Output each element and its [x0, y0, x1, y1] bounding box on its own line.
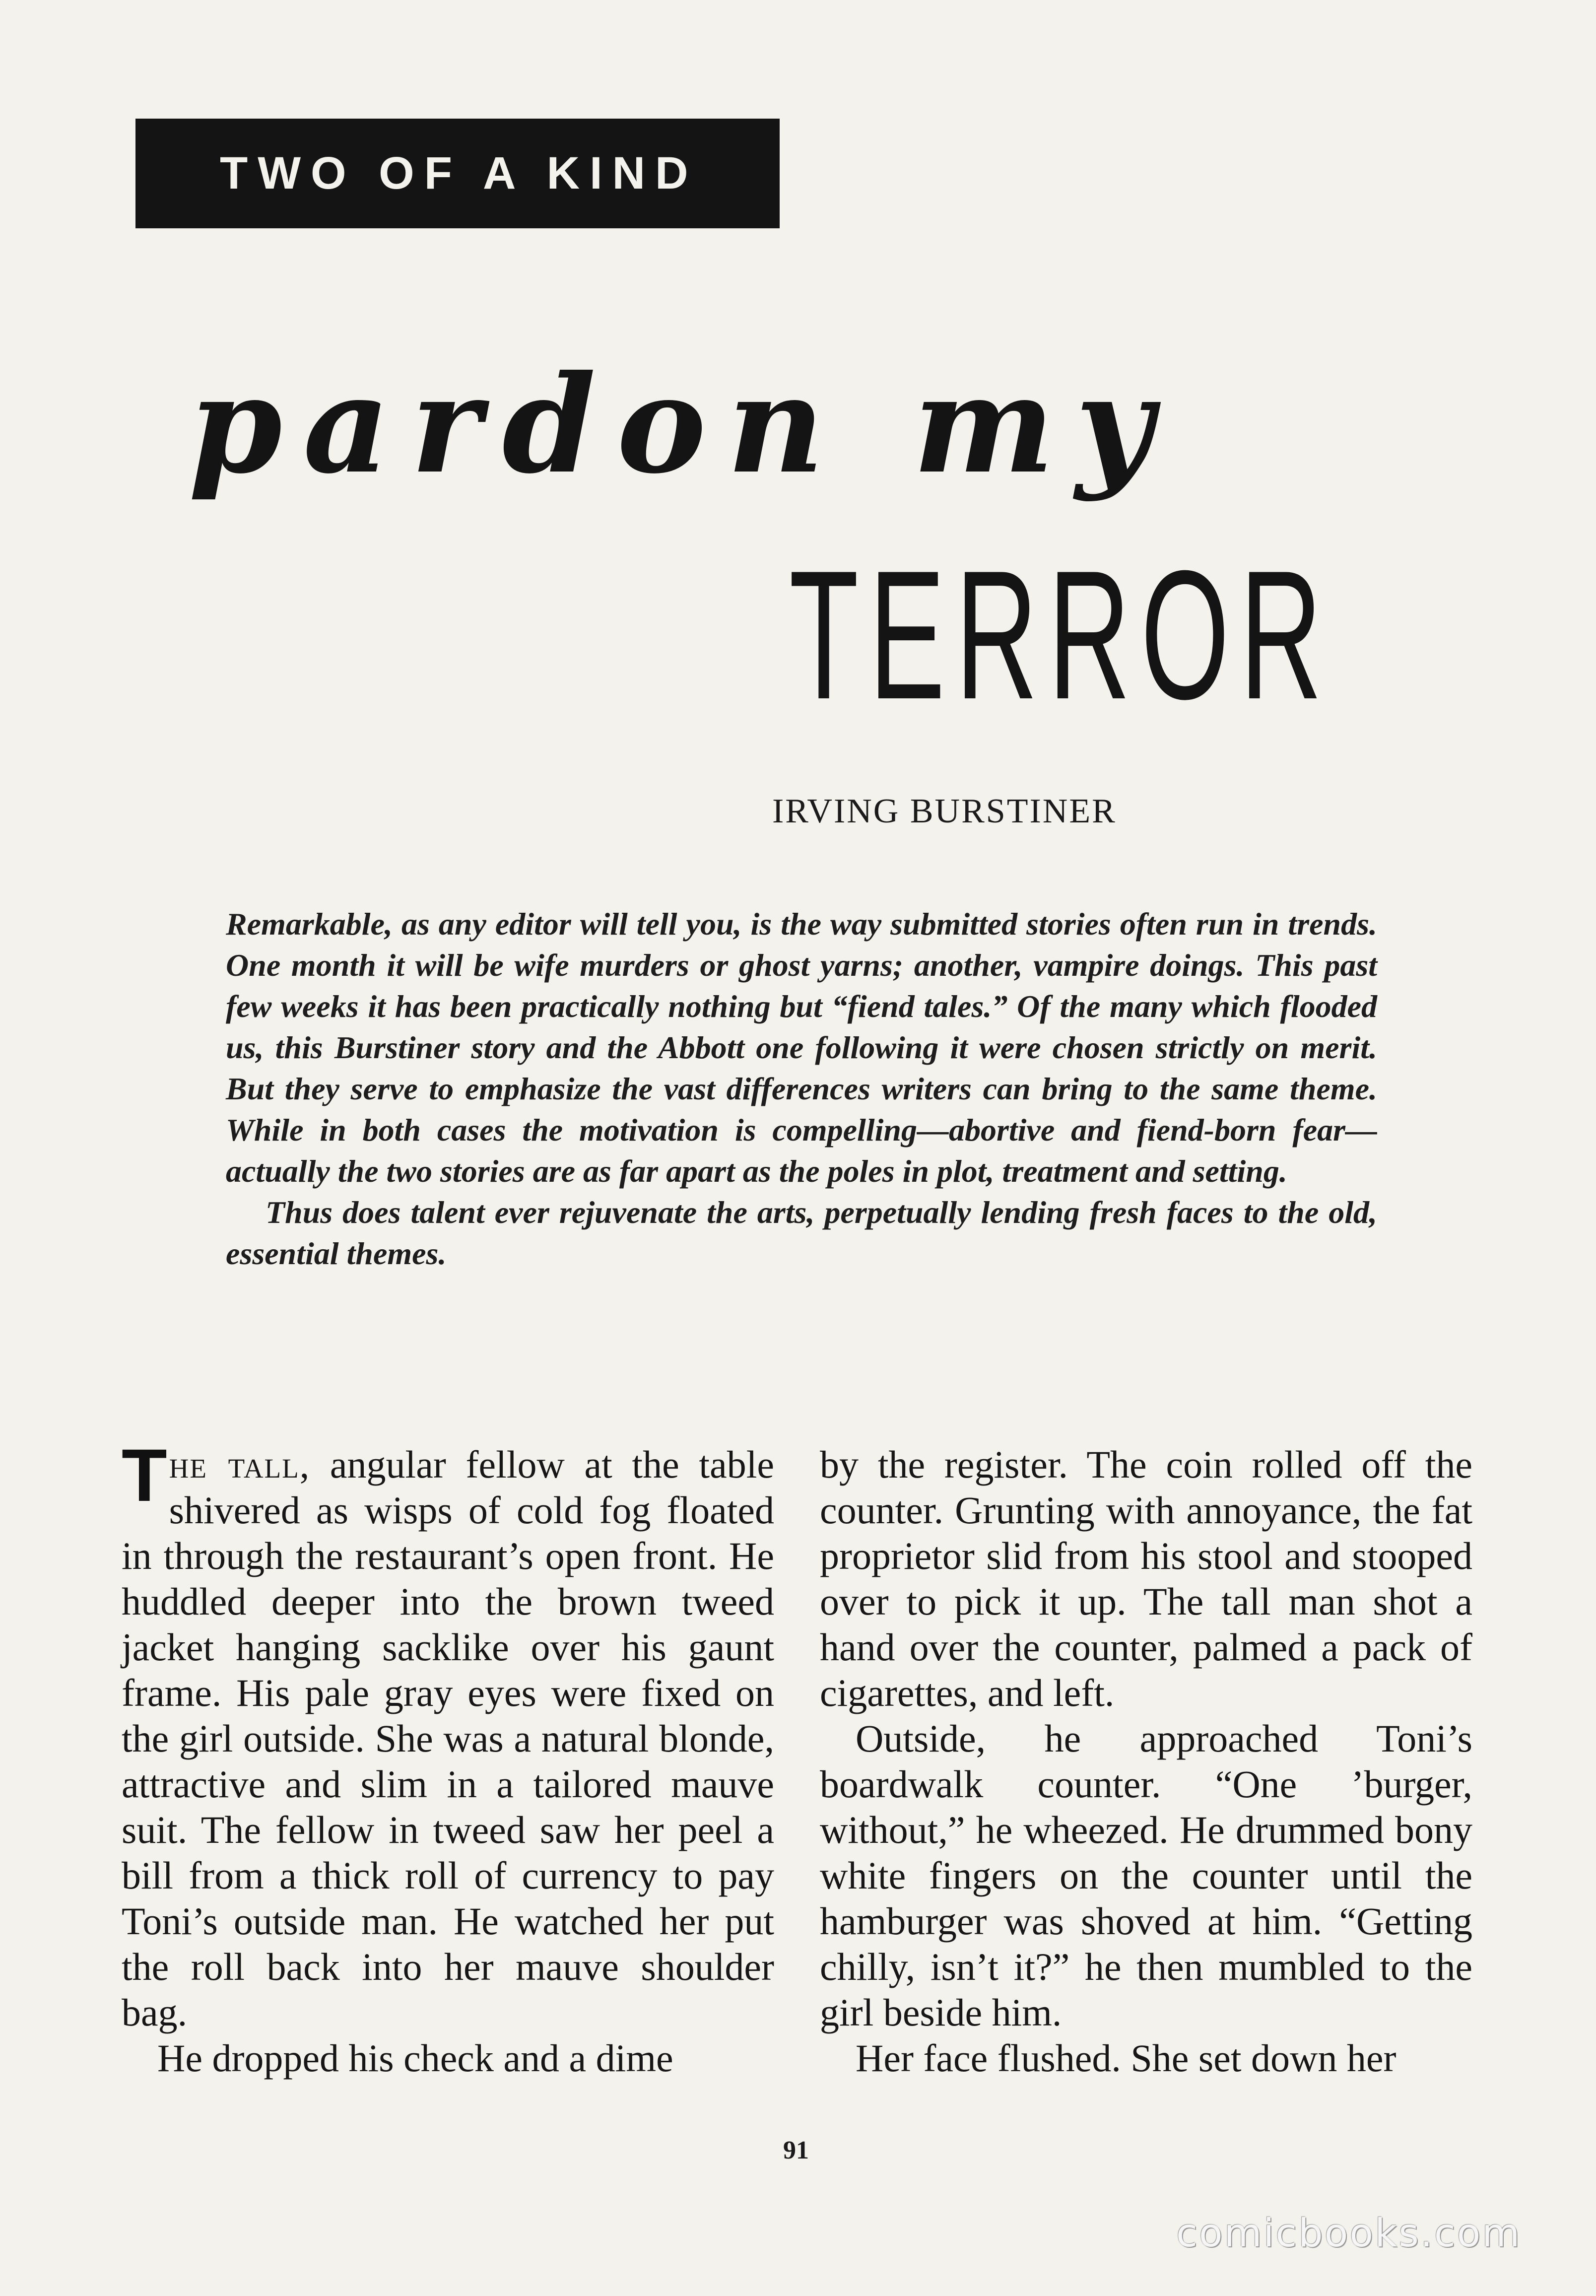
drop-cap: T — [122, 1433, 167, 1517]
editor-intro — [226, 903, 1377, 1274]
page-number: 91 — [783, 2136, 809, 2164]
author-byline: IRVING BURSTINER — [772, 792, 1117, 830]
intro-paragraph-1: Remarkable, as any editor will tell you, is the way submitted stories often run in trends. One month it will be wife murders or ghost yarns; another, vampire doings. This past few weeks it has been practically nothing but “fiend tales.” Of the many which flooded us, this Burstiner story and the Abbott one following it were chosen strictly on merit. But they serve to emphasize the vast differences writers can bring to the same theme. While in both cases the motivation is compelling—abortive and fiend-born fear—actually the two stories are as far apart as the poles in plot, treatment and setting. — [226, 906, 1377, 1189]
story-paragraph: Her face flushed. She set down her — [856, 2036, 1396, 2080]
story-column-right — [820, 1442, 1472, 2081]
section-label: TWO OF A KIND — [220, 148, 698, 199]
story-paragraph — [122, 1433, 774, 2035]
story-column-left — [122, 1433, 774, 2081]
title-line-1: pardon my — [189, 345, 1174, 503]
intro-paragraph-2: Thus does talent ever rejuvenate the arts, perpetually lending fresh faces to the old, essential themes. — [226, 1195, 1377, 1271]
story-paragraph: He dropped his check and a dime — [157, 2036, 673, 2080]
section-banner — [135, 119, 780, 228]
lead-in-smallcaps: he tall, — [169, 1443, 311, 1486]
story-paragraph: by the register. The coin rolled off the counter. Grunting with annoyance, the fat proprietor slid from his stool and stooped over to pick it up. The tall man shot a hand over the counter, palmed a pack of cigarettes, and left. — [820, 1443, 1472, 1714]
story-paragraph: Outside, he approached Toni’s boardwalk counter. “One ’burger, without,” he wheezed. He drummed bony white fingers on the counter until the hamburger was shoved at him. “Getting chilly, isn’t it?” he then mumbled to the girl beside him. — [820, 1717, 1472, 2034]
story-text: angular fellow at the table shivered as wisps of cold fog floated in through the restaurant’s open front. He huddled deeper into the brown tweed jacket hanging sacklike over his gaunt frame. His pale gray eyes were fixed on the girl outside. She was a natural blonde, attractive and slim in a tailored mauve suit. The fellow in tweed saw her peel a bill from a thick roll of currency to pay Toni’s outside man. He watched her put the roll back into her mauve shoulder bag. — [122, 1443, 774, 2034]
watermark-logo: comicbooks.com — [1176, 2211, 1522, 2256]
title-line-2: TERROR — [789, 533, 1333, 738]
